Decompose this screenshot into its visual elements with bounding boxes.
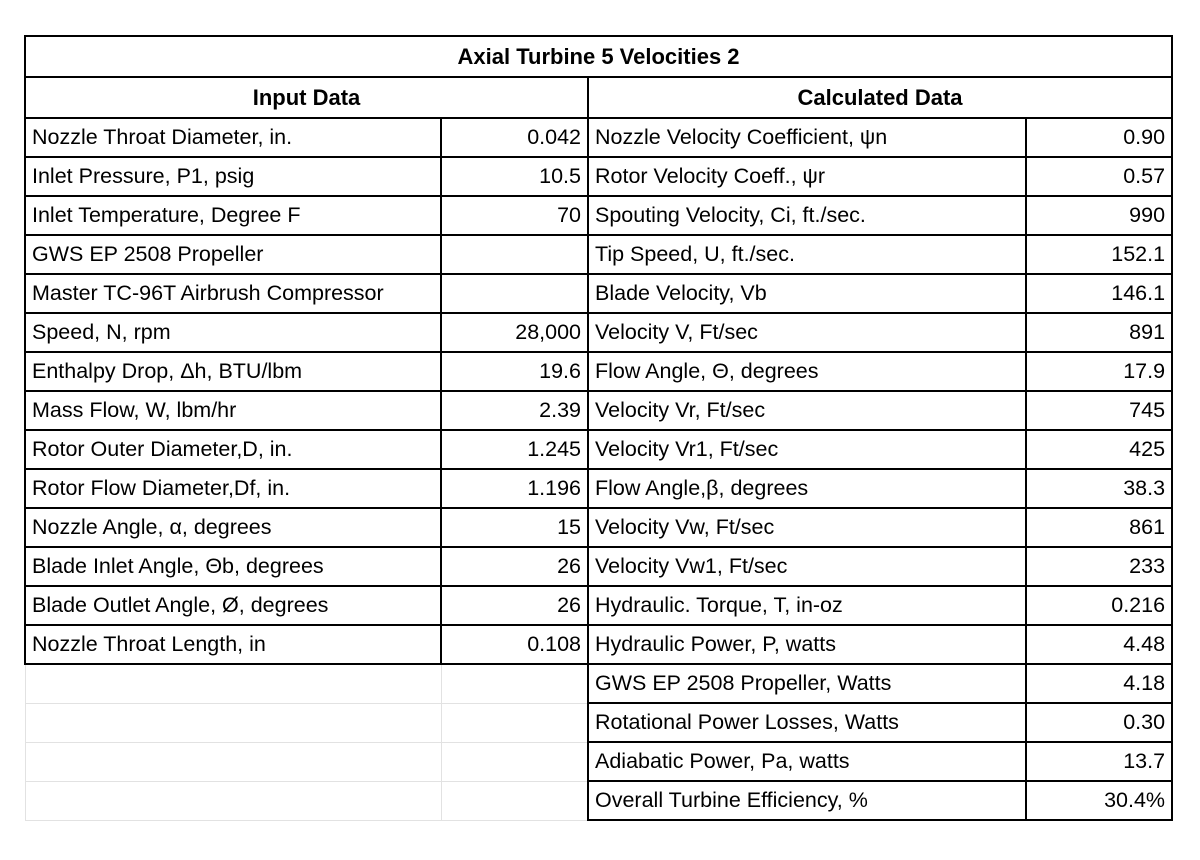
input-blank-value-cell[interactable] <box>441 742 588 781</box>
input-label-cell[interactable]: GWS EP 2508 Propeller <box>25 235 441 274</box>
input-value-cell[interactable]: 19.6 <box>441 352 588 391</box>
calculated-label-cell[interactable]: Rotational Power Losses, Watts <box>588 703 1026 742</box>
input-label-cell[interactable]: Master TC-96T Airbrush Compressor <box>25 274 441 313</box>
input-label-cell[interactable]: Blade Outlet Angle, Ø, degrees <box>25 586 441 625</box>
calculated-value-cell[interactable]: 0.216 <box>1026 586 1172 625</box>
table-row <box>25 235 1172 274</box>
input-value-cell[interactable] <box>441 274 588 313</box>
calculated-value-cell[interactable]: 4.48 <box>1026 625 1172 664</box>
table-row <box>25 274 1172 313</box>
input-label-cell[interactable]: Rotor Outer Diameter,D, in. <box>25 430 441 469</box>
table-row <box>25 196 1172 235</box>
input-blank-label-cell[interactable] <box>25 703 441 742</box>
calculated-value-cell[interactable]: 233 <box>1026 547 1172 586</box>
calculated-value-cell[interactable]: 30.4% <box>1026 781 1172 820</box>
calculated-value-cell[interactable]: 745 <box>1026 391 1172 430</box>
table-row <box>25 703 1172 742</box>
table-row <box>25 313 1172 352</box>
table-row <box>25 469 1172 508</box>
input-blank-value-cell[interactable] <box>441 781 588 820</box>
input-value-cell[interactable]: 15 <box>441 508 588 547</box>
input-blank-label-cell[interactable] <box>25 781 441 820</box>
calculated-value-cell[interactable]: 891 <box>1026 313 1172 352</box>
table-row <box>25 547 1172 586</box>
table-row <box>25 781 1172 820</box>
calculated-label-cell[interactable]: Velocity Vr, Ft/sec <box>588 391 1026 430</box>
calculated-label-cell[interactable]: Velocity Vw1, Ft/sec <box>588 547 1026 586</box>
input-blank-label-cell[interactable] <box>25 742 441 781</box>
page-title: Axial Turbine 5 Velocities 2 <box>25 36 1172 77</box>
table-row <box>25 157 1172 196</box>
input-value-cell[interactable]: 26 <box>441 586 588 625</box>
table-row <box>25 508 1172 547</box>
calculated-value-cell[interactable]: 0.30 <box>1026 703 1172 742</box>
input-label-cell[interactable]: Inlet Pressure, P1, psig <box>25 157 441 196</box>
calculated-value-cell[interactable]: 861 <box>1026 508 1172 547</box>
input-value-cell[interactable]: 0.042 <box>441 118 588 157</box>
title-row <box>25 36 1172 77</box>
calculated-value-cell[interactable]: 152.1 <box>1026 235 1172 274</box>
input-label-cell[interactable]: Speed, N, rpm <box>25 313 441 352</box>
input-label-cell[interactable]: Nozzle Throat Diameter, in. <box>25 118 441 157</box>
table-row <box>25 391 1172 430</box>
spreadsheet-sheet <box>24 35 1171 821</box>
calculated-label-cell[interactable]: Blade Velocity, Vb <box>588 274 1026 313</box>
calculated-data-header: Calculated Data <box>588 77 1172 118</box>
table-row <box>25 586 1172 625</box>
input-value-cell[interactable]: 1.245 <box>441 430 588 469</box>
input-value-cell[interactable]: 1.196 <box>441 469 588 508</box>
input-value-cell[interactable]: 0.108 <box>441 625 588 664</box>
calculated-label-cell[interactable]: Velocity Vr1, Ft/sec <box>588 430 1026 469</box>
calculated-value-cell[interactable]: 4.18 <box>1026 664 1172 703</box>
table-row <box>25 625 1172 664</box>
input-blank-label-cell[interactable] <box>25 664 441 703</box>
calculated-label-cell[interactable]: Velocity Vw, Ft/sec <box>588 508 1026 547</box>
table-row <box>25 664 1172 703</box>
calculated-value-cell[interactable]: 38.3 <box>1026 469 1172 508</box>
calculated-label-cell[interactable]: Adiabatic Power, Pa, watts <box>588 742 1026 781</box>
calculated-value-cell[interactable]: 17.9 <box>1026 352 1172 391</box>
input-value-cell[interactable]: 70 <box>441 196 588 235</box>
calculated-label-cell[interactable]: Flow Angle,β, degrees <box>588 469 1026 508</box>
input-blank-value-cell[interactable] <box>441 664 588 703</box>
calculated-value-cell[interactable]: 0.90 <box>1026 118 1172 157</box>
input-value-cell[interactable]: 10.5 <box>441 157 588 196</box>
calculated-value-cell[interactable]: 13.7 <box>1026 742 1172 781</box>
input-value-cell[interactable]: 2.39 <box>441 391 588 430</box>
calculated-label-cell[interactable]: Tip Speed, U, ft./sec. <box>588 235 1026 274</box>
input-label-cell[interactable]: Enthalpy Drop, Δh, BTU/lbm <box>25 352 441 391</box>
calculated-value-cell[interactable]: 425 <box>1026 430 1172 469</box>
calculated-label-cell[interactable]: Spouting Velocity, Ci, ft./sec. <box>588 196 1026 235</box>
table-row <box>25 118 1172 157</box>
calculated-label-cell[interactable]: Nozzle Velocity Coefficient, ψn <box>588 118 1026 157</box>
input-label-cell[interactable]: Blade Inlet Angle, Θb, degrees <box>25 547 441 586</box>
calculated-label-cell[interactable]: Overall Turbine Efficiency, % <box>588 781 1026 820</box>
table-row <box>25 352 1172 391</box>
calculated-value-cell[interactable]: 990 <box>1026 196 1172 235</box>
calculated-value-cell[interactable]: 0.57 <box>1026 157 1172 196</box>
input-label-cell[interactable]: Inlet Temperature, Degree F <box>25 196 441 235</box>
input-blank-value-cell[interactable] <box>441 703 588 742</box>
table-row <box>25 742 1172 781</box>
section-header-row <box>25 77 1172 118</box>
calculated-label-cell[interactable]: Hydraulic. Torque, T, in-oz <box>588 586 1026 625</box>
input-label-cell[interactable]: Rotor Flow Diameter,Df, in. <box>25 469 441 508</box>
input-label-cell[interactable]: Nozzle Angle, α, degrees <box>25 508 441 547</box>
calculated-label-cell[interactable]: Velocity V, Ft/sec <box>588 313 1026 352</box>
table-row <box>25 430 1172 469</box>
input-label-cell[interactable]: Mass Flow, W, lbm/hr <box>25 391 441 430</box>
input-value-cell[interactable] <box>441 235 588 274</box>
input-label-cell[interactable]: Nozzle Throat Length, in <box>25 625 441 664</box>
turbine-data-table <box>24 35 1173 821</box>
calculated-value-cell[interactable]: 146.1 <box>1026 274 1172 313</box>
calculated-label-cell[interactable]: Hydraulic Power, P, watts <box>588 625 1026 664</box>
calculated-label-cell[interactable]: Flow Angle, Θ, degrees <box>588 352 1026 391</box>
input-value-cell[interactable]: 26 <box>441 547 588 586</box>
input-value-cell[interactable]: 28,000 <box>441 313 588 352</box>
calculated-label-cell[interactable]: Rotor Velocity Coeff., ψr <box>588 157 1026 196</box>
calculated-label-cell[interactable]: GWS EP 2508 Propeller, Watts <box>588 664 1026 703</box>
input-data-header: Input Data <box>25 77 588 118</box>
